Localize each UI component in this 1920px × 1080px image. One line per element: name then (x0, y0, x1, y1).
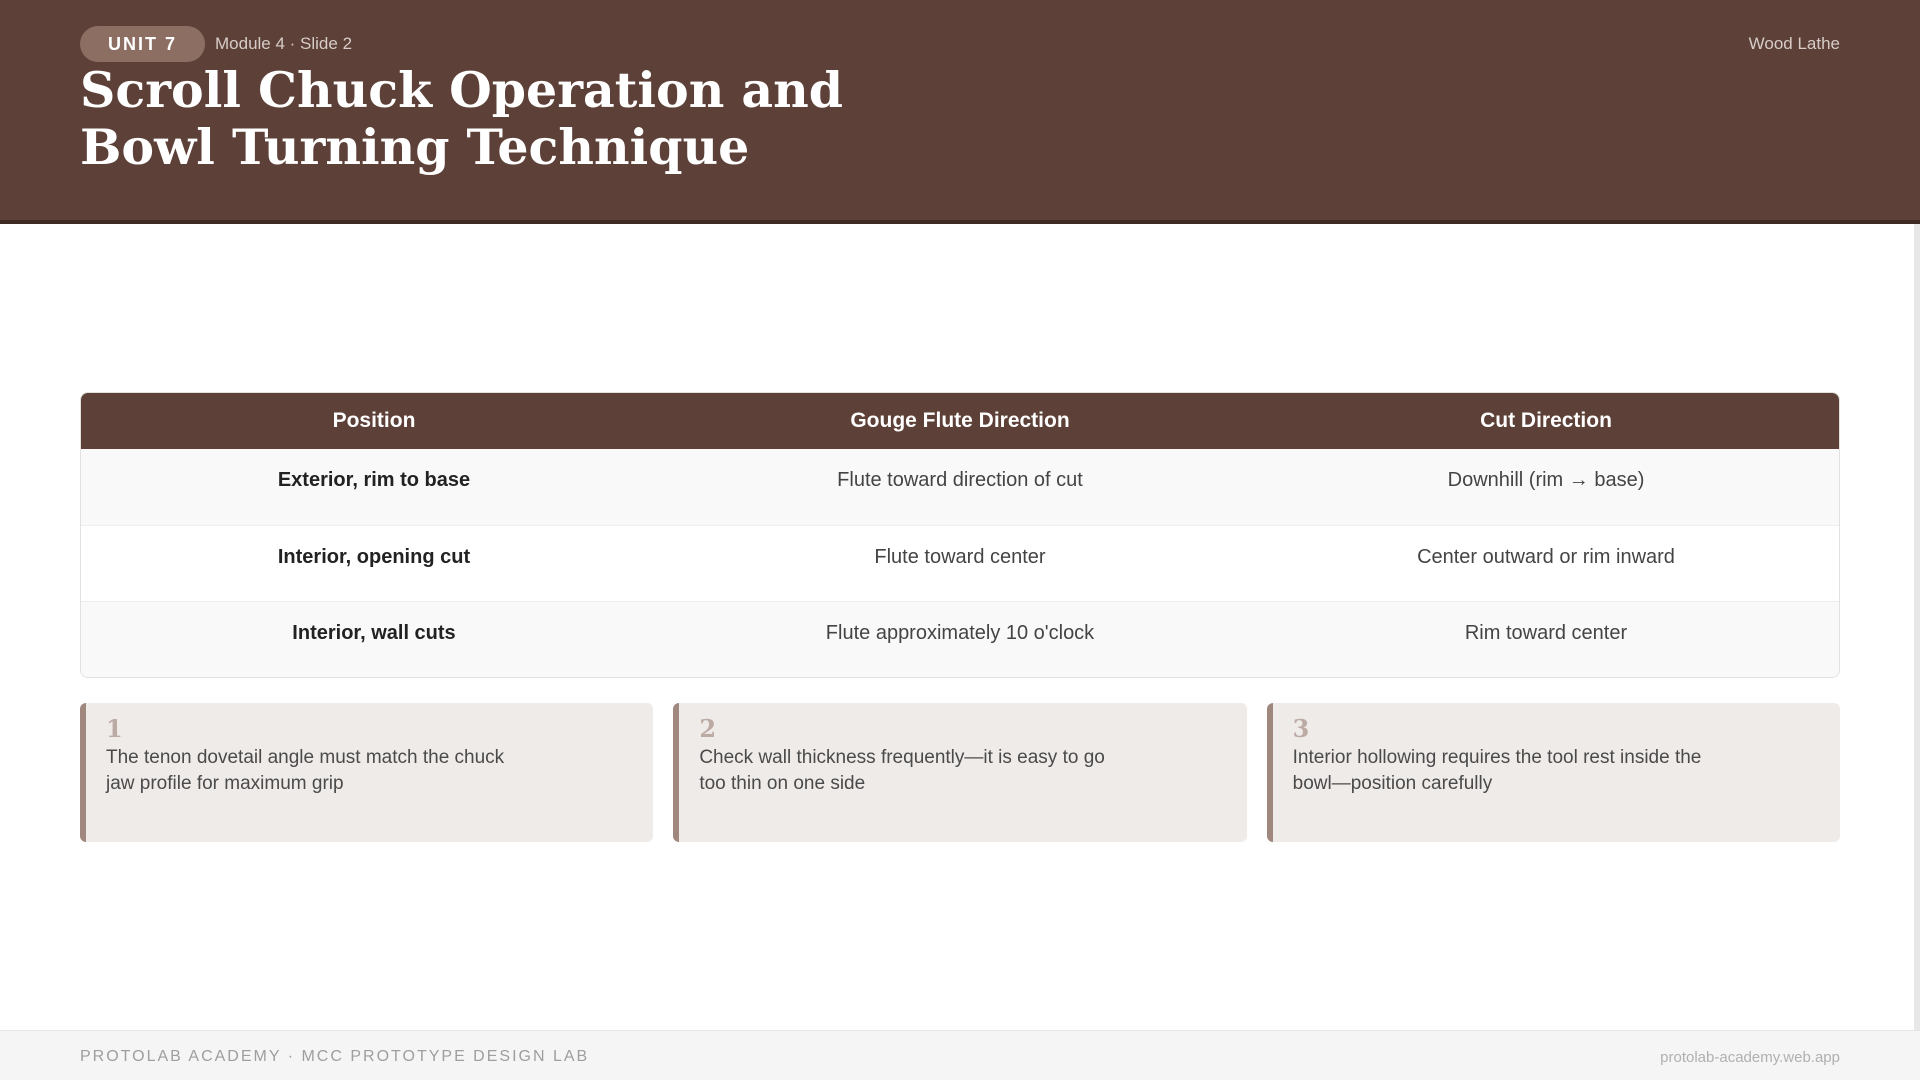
tip-number: 1 (106, 714, 123, 743)
module-slide-label: Module 4 · Slide 2 (215, 34, 353, 53)
cell-flute-direction: Flute approximately 10 o'clock (667, 601, 1253, 677)
tip-number: 2 (699, 714, 717, 743)
cell-cut-direction: Downhill (rim → base) (1253, 449, 1839, 525)
tips-callouts (80, 703, 1840, 842)
slide-header (0, 0, 1920, 224)
unit-badge: UNIT 7 (80, 26, 205, 62)
table-header-row (81, 393, 1839, 449)
tip-card-3 (1267, 703, 1840, 842)
cell-cut-direction: Rim toward center (1253, 601, 1839, 677)
slide-footer (0, 1030, 1920, 1080)
slide-title: Scroll Chuck Operation and Bowl Turning Technique (80, 61, 844, 176)
column-header-position: Position (81, 393, 667, 449)
column-header-flute-direction: Gouge Flute Direction (667, 393, 1253, 449)
cell-cut-direction: Center outward or rim inward (1253, 525, 1839, 601)
footer-organization: PROTOLAB ACADEMY · MCC PROTOTYPE DESIGN LAB (80, 1048, 590, 1065)
table-row (81, 525, 1839, 601)
topic-label: Wood Lathe (1748, 34, 1840, 53)
column-header-cut-direction: Cut Direction (1253, 393, 1839, 449)
tip-card-1 (80, 703, 653, 842)
cell-flute-direction: Flute toward direction of cut (667, 449, 1253, 525)
cell-flute-direction: Flute toward center (667, 525, 1253, 601)
cell-position: Interior, wall cuts (81, 601, 667, 677)
tip-text: Check wall thickness frequently—it is easy to go too thin on one side (699, 747, 1105, 794)
tip-text: Interior hollowing requires the tool rest inside the bowl—position carefully (1292, 747, 1702, 794)
table-row (81, 601, 1839, 677)
cell-position: Exterior, rim to base (81, 449, 667, 525)
table-row (81, 449, 1839, 525)
tip-text: The tenon dovetail angle must match the chuck jaw profile for maximum grip (106, 747, 505, 794)
right-edge-strip (1914, 224, 1920, 1030)
footer-url: protolab-academy.web.app (1660, 1049, 1840, 1066)
tip-card-2 (673, 703, 1246, 842)
technique-table (80, 392, 1840, 678)
cell-position: Interior, opening cut (81, 525, 667, 601)
tip-number: 3 (1292, 714, 1310, 743)
